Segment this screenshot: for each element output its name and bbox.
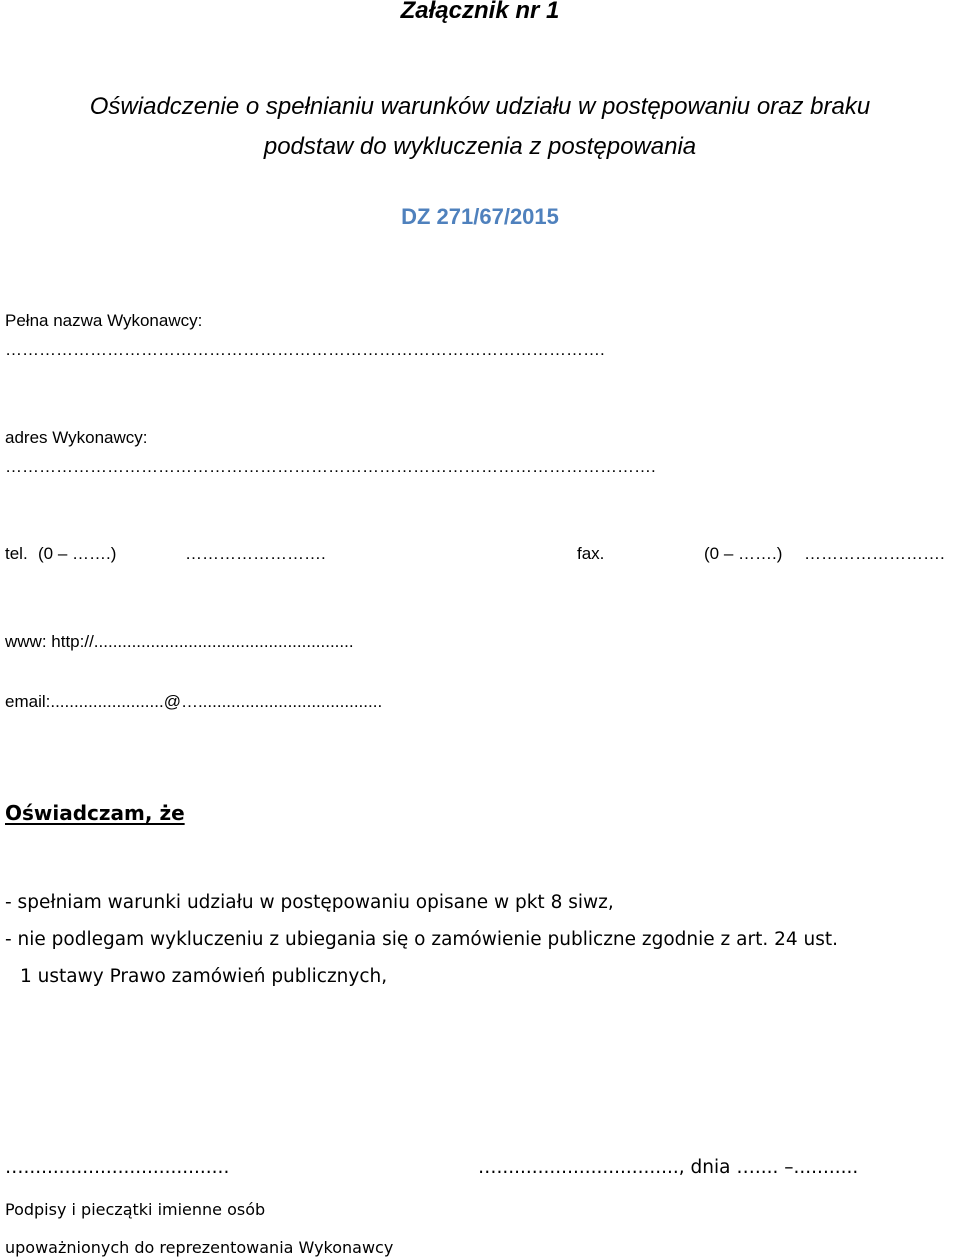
- tel-prefix-field[interactable]: (0 – …….): [38, 544, 117, 563]
- contractor-address-field[interactable]: …………………………………………………………………………………………………….: [5, 457, 656, 476]
- signature-date-field[interactable]: …..............................., dnia ….... –...........: [478, 1157, 859, 1178]
- contractor-address-label: adres Wykonawcy:: [5, 428, 148, 447]
- www-field[interactable]: www: http://.......................................................: [5, 632, 354, 651]
- fax-prefix-field[interactable]: (0 – …….): [704, 544, 783, 563]
- email-field[interactable]: email:........................@….......................................: [5, 692, 383, 711]
- signature-label-line-2: upoważnionych do reprezentowania Wykonawcy: [5, 1238, 394, 1257]
- statement-title-line-2: podstaw do wykluczenia z postępowania: [263, 133, 697, 160]
- tel-number-field[interactable]: …………………….: [185, 544, 326, 563]
- declaration-heading: Oświadczam, że: [5, 801, 185, 825]
- declaration-item-conditions: - spełniam warunki udziału w postępowaniu opisane w pkt 8 siwz,: [5, 892, 614, 913]
- signature-place-field[interactable]: …...................................: [5, 1157, 230, 1178]
- fax-number-field[interactable]: …………………….: [804, 544, 945, 563]
- case-number: DZ 271/67/2015: [401, 204, 559, 229]
- tel-label: tel.: [5, 544, 28, 563]
- contractor-name-label: Pełna nazwa Wykonawcy:: [5, 311, 203, 330]
- statement-title-line-1: Oświadczenie o spełnianiu warunków udziału w postępowaniu oraz braku: [89, 93, 871, 120]
- fax-label: fax.: [577, 544, 605, 563]
- declaration-item-exclusion-line-2: 1 ustawy Prawo zamówień publicznych,: [20, 966, 388, 987]
- declaration-item-exclusion-line-1: - nie podlegam wykluczeniu z ubiegania się o zamówienie publiczne zgodnie z art. 24 ust.: [5, 929, 839, 950]
- annex-title: Załącznik nr 1: [400, 0, 560, 24]
- signature-label-line-1: Podpisy i pieczątki imienne osób: [5, 1200, 266, 1219]
- contractor-name-field[interactable]: …………………………………………………………………………………………….: [5, 340, 605, 359]
